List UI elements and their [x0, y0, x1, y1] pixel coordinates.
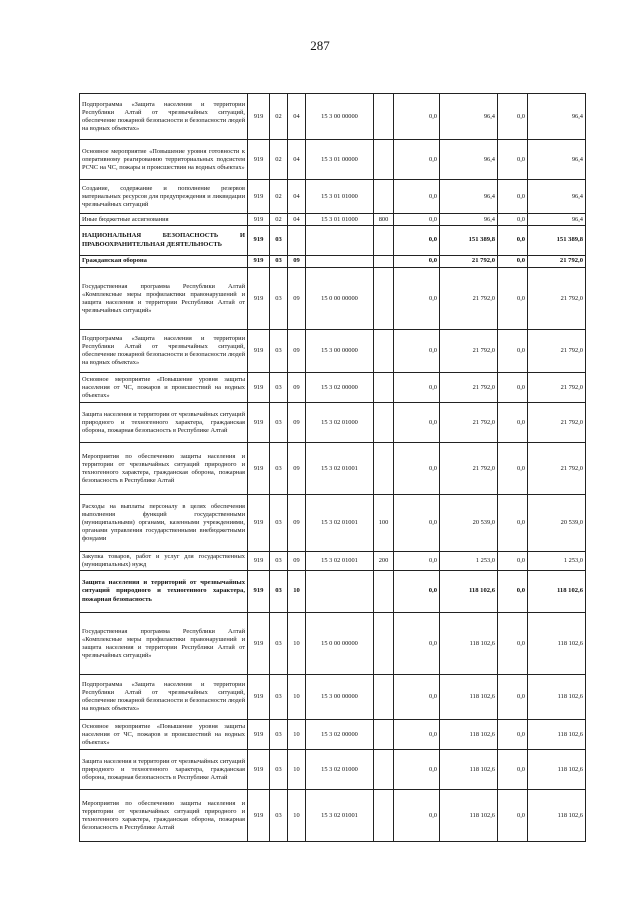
table-row [80, 403, 586, 443]
cell-v3: 0,0 [498, 552, 528, 571]
cell-csr: 15 0 00 00000 [306, 268, 374, 330]
cell-rz: 03 [270, 268, 288, 330]
table-row [80, 140, 586, 180]
cell-name: Закупка товаров, работ и услуг для государственных (муниципальных) нужд [80, 552, 248, 571]
cell-v1: 0,0 [394, 226, 440, 256]
cell-v1: 0,0 [394, 613, 440, 675]
cell-name: Расходы на выплаты персоналу в целях обеспечения выполнения функций государственными (муниципальными) органами, казенными учреждениями, органами управления государственными внебюджетными фондами [80, 495, 248, 552]
cell-rz: 03 [270, 750, 288, 790]
cell-vr [374, 140, 394, 180]
cell-name: Государственная программа Республики Алтай «Комплексные меры профилактики правонарушений и защита населения и территории Республики Алтай от чрезвычайных ситуаций» [80, 268, 248, 330]
cell-pr: 10 [288, 750, 306, 790]
cell-v4: 118 102,6 [528, 720, 586, 750]
cell-csr: 15 3 02 01001 [306, 790, 374, 842]
cell-v3: 0,0 [498, 613, 528, 675]
cell-pr: 10 [288, 675, 306, 720]
cell-csr: 15 3 00 00000 [306, 94, 374, 140]
table-row [80, 268, 586, 330]
cell-v2: 21 792,0 [440, 330, 498, 373]
table-row [80, 443, 586, 495]
cell-csr: 15 3 02 00000 [306, 373, 374, 403]
cell-v3: 0,0 [498, 403, 528, 443]
cell-ved: 919 [248, 140, 270, 180]
table-row [80, 226, 586, 256]
cell-csr: 15 3 02 01000 [306, 750, 374, 790]
cell-v1: 0,0 [394, 443, 440, 495]
cell-pr [288, 226, 306, 256]
cell-csr: 15 3 00 00000 [306, 330, 374, 373]
cell-vr: 800 [374, 214, 394, 226]
cell-pr: 10 [288, 790, 306, 842]
table-row [80, 330, 586, 373]
cell-v4: 21 792,0 [528, 268, 586, 330]
cell-name: Защита населения и территории от чрезвычайных ситуаций природного и техногенного характера, гражданская оборона, пожарная безопасность в Республике Алтай [80, 750, 248, 790]
cell-csr: 15 0 00 00000 [306, 613, 374, 675]
cell-ved: 919 [248, 180, 270, 214]
cell-pr: 10 [288, 613, 306, 675]
cell-name: НАЦИОНАЛЬНАЯ БЕЗОПАСНОСТЬ И ПРАВООХРАНИТЕЛЬНАЯ ДЕЯТЕЛЬНОСТЬ [80, 226, 248, 256]
cell-v1: 0,0 [394, 214, 440, 226]
cell-pr: 09 [288, 256, 306, 268]
cell-csr: 15 3 02 01001 [306, 552, 374, 571]
cell-vr [374, 373, 394, 403]
cell-vr [374, 256, 394, 268]
cell-csr: 15 3 02 00000 [306, 720, 374, 750]
cell-v2: 151 389,8 [440, 226, 498, 256]
cell-name: Основное мероприятие «Повышение уровня защиты населения от ЧС, пожаров и происшествий на водных объектах» [80, 720, 248, 750]
cell-v1: 0,0 [394, 571, 440, 613]
cell-vr: 200 [374, 552, 394, 571]
cell-v4: 96,4 [528, 214, 586, 226]
cell-vr: 100 [374, 495, 394, 552]
cell-csr: 15 3 01 01000 [306, 214, 374, 226]
cell-v1: 0,0 [394, 675, 440, 720]
cell-name: Мероприятия по обеспечению защиты населения и территории от чрезвычайных ситуаций природного и техногенного характера, гражданская оборона, пожарная безопасность в Республике Алтай [80, 790, 248, 842]
cell-rz: 03 [270, 720, 288, 750]
cell-vr [374, 226, 394, 256]
cell-v2: 118 102,6 [440, 750, 498, 790]
cell-v4: 118 102,6 [528, 790, 586, 842]
cell-v1: 0,0 [394, 140, 440, 180]
cell-v2: 21 792,0 [440, 443, 498, 495]
cell-v3: 0,0 [498, 571, 528, 613]
cell-v4: 151 389,8 [528, 226, 586, 256]
cell-name: Защита населения и территории от чрезвычайных ситуаций природного и техногенного характера, гражданская оборона, пожарная безопасность в Республике Алтай [80, 403, 248, 443]
cell-v3: 0,0 [498, 140, 528, 180]
cell-v2: 96,4 [440, 140, 498, 180]
cell-v3: 0,0 [498, 94, 528, 140]
cell-vr [374, 180, 394, 214]
cell-rz: 03 [270, 790, 288, 842]
cell-v4: 21 792,0 [528, 373, 586, 403]
cell-v4: 96,4 [528, 180, 586, 214]
cell-vr [374, 571, 394, 613]
cell-ved: 919 [248, 613, 270, 675]
cell-v4: 21 792,0 [528, 256, 586, 268]
budget-table [79, 93, 586, 842]
cell-ved: 919 [248, 571, 270, 613]
cell-rz: 02 [270, 140, 288, 180]
cell-v2: 118 102,6 [440, 790, 498, 842]
cell-ved: 919 [248, 443, 270, 495]
cell-v2: 118 102,6 [440, 720, 498, 750]
cell-name: Основное мероприятие «Повышение уровня защиты населения от ЧС, пожаров и происшествий на водных объектах» [80, 373, 248, 403]
cell-rz: 02 [270, 180, 288, 214]
cell-v1: 0,0 [394, 720, 440, 750]
cell-ved: 919 [248, 495, 270, 552]
cell-csr: 15 3 02 01000 [306, 403, 374, 443]
cell-csr: 15 3 01 01000 [306, 180, 374, 214]
table-row [80, 790, 586, 842]
cell-csr [306, 256, 374, 268]
cell-v4: 118 102,6 [528, 675, 586, 720]
cell-v4: 21 792,0 [528, 443, 586, 495]
cell-name: Мероприятия по обеспечению защиты населения и территории от чрезвычайных ситуаций природного и техногенного характера, гражданская оборона, пожарная безопасность в Республике Алтай [80, 443, 248, 495]
cell-vr [374, 330, 394, 373]
cell-ved: 919 [248, 268, 270, 330]
table-row [80, 552, 586, 571]
cell-name: Создание, содержание и пополнение резервов материальных ресурсов для предупреждения и ликвидации чрезвычайных ситуаций [80, 180, 248, 214]
cell-v4: 96,4 [528, 94, 586, 140]
cell-rz: 03 [270, 552, 288, 571]
cell-csr [306, 571, 374, 613]
cell-pr: 09 [288, 495, 306, 552]
cell-v3: 0,0 [498, 790, 528, 842]
cell-v3: 0,0 [498, 373, 528, 403]
cell-v2: 21 792,0 [440, 403, 498, 443]
table-row [80, 571, 586, 613]
cell-v3: 0,0 [498, 256, 528, 268]
cell-v2: 96,4 [440, 94, 498, 140]
cell-v2: 96,4 [440, 214, 498, 226]
cell-vr [374, 790, 394, 842]
cell-v2: 1 253,0 [440, 552, 498, 571]
cell-vr [374, 675, 394, 720]
cell-v4: 21 792,0 [528, 403, 586, 443]
cell-v1: 0,0 [394, 373, 440, 403]
cell-pr: 10 [288, 571, 306, 613]
cell-ved: 919 [248, 94, 270, 140]
cell-csr: 15 3 02 01001 [306, 443, 374, 495]
cell-vr [374, 268, 394, 330]
cell-v3: 0,0 [498, 443, 528, 495]
cell-rz: 03 [270, 495, 288, 552]
page-number: 287 [310, 38, 330, 53]
cell-v4: 20 539,0 [528, 495, 586, 552]
cell-vr [374, 720, 394, 750]
cell-vr [374, 613, 394, 675]
cell-rz: 03 [270, 571, 288, 613]
cell-vr [374, 443, 394, 495]
cell-v2: 118 102,6 [440, 571, 498, 613]
cell-v2: 96,4 [440, 180, 498, 214]
cell-v3: 0,0 [498, 214, 528, 226]
cell-csr: 15 3 00 00000 [306, 675, 374, 720]
cell-ved: 919 [248, 330, 270, 373]
cell-v2: 20 539,0 [440, 495, 498, 552]
cell-v3: 0,0 [498, 720, 528, 750]
table-row [80, 180, 586, 214]
cell-v3: 0,0 [498, 750, 528, 790]
cell-v2: 21 792,0 [440, 256, 498, 268]
cell-v2: 21 792,0 [440, 373, 498, 403]
cell-v4: 118 102,6 [528, 571, 586, 613]
cell-pr: 04 [288, 94, 306, 140]
cell-v1: 0,0 [394, 256, 440, 268]
table-row [80, 214, 586, 226]
cell-v3: 0,0 [498, 180, 528, 214]
cell-pr: 09 [288, 403, 306, 443]
cell-rz: 03 [270, 226, 288, 256]
cell-ved: 919 [248, 403, 270, 443]
cell-pr: 09 [288, 268, 306, 330]
cell-vr [374, 94, 394, 140]
table-row [80, 495, 586, 552]
cell-rz: 03 [270, 613, 288, 675]
table-row [80, 94, 586, 140]
table-row [80, 720, 586, 750]
cell-ved: 919 [248, 720, 270, 750]
table-row [80, 373, 586, 403]
cell-v3: 0,0 [498, 675, 528, 720]
cell-rz: 02 [270, 214, 288, 226]
cell-ved: 919 [248, 750, 270, 790]
cell-name: Подпрограмма «Защита населения и территории Республики Алтай от чрезвычайных ситуаций, обеспечение пожарной безопасности и безопасности людей на водных объектах» [80, 675, 248, 720]
cell-pr: 10 [288, 720, 306, 750]
table-row [80, 613, 586, 675]
cell-name: Иные бюджетные ассигнования [80, 214, 248, 226]
cell-ved: 919 [248, 226, 270, 256]
cell-v1: 0,0 [394, 94, 440, 140]
cell-ved: 919 [248, 675, 270, 720]
cell-v3: 0,0 [498, 330, 528, 373]
cell-v1: 0,0 [394, 495, 440, 552]
cell-v1: 0,0 [394, 180, 440, 214]
cell-v4: 1 253,0 [528, 552, 586, 571]
cell-v4: 96,4 [528, 140, 586, 180]
cell-pr: 04 [288, 140, 306, 180]
cell-ved: 919 [248, 373, 270, 403]
cell-v2: 118 102,6 [440, 675, 498, 720]
cell-v1: 0,0 [394, 750, 440, 790]
cell-rz: 03 [270, 373, 288, 403]
cell-v4: 21 792,0 [528, 330, 586, 373]
table-row [80, 750, 586, 790]
cell-v2: 21 792,0 [440, 268, 498, 330]
cell-name: Гражданская оборона [80, 256, 248, 268]
cell-v2: 118 102,6 [440, 613, 498, 675]
cell-pr: 04 [288, 214, 306, 226]
cell-rz: 02 [270, 94, 288, 140]
cell-v1: 0,0 [394, 552, 440, 571]
cell-rz: 03 [270, 443, 288, 495]
cell-vr [374, 750, 394, 790]
cell-ved: 919 [248, 552, 270, 571]
cell-pr: 09 [288, 373, 306, 403]
cell-v1: 0,0 [394, 330, 440, 373]
cell-pr: 04 [288, 180, 306, 214]
cell-pr: 09 [288, 443, 306, 495]
cell-v3: 0,0 [498, 268, 528, 330]
table-row [80, 256, 586, 268]
cell-rz: 03 [270, 256, 288, 268]
cell-csr: 15 3 01 00000 [306, 140, 374, 180]
cell-ved: 919 [248, 256, 270, 268]
cell-v1: 0,0 [394, 790, 440, 842]
cell-name: Государственная программа Республики Алтай «Комплексные меры профилактики правонарушений и защита населения и территории Республики Алтай от чрезвычайных ситуаций» [80, 613, 248, 675]
cell-name: Подпрограмма «Защита населения и территории Республики Алтай от чрезвычайных ситуаций, обеспечение пожарной безопасности и безопасности людей на водных объектах» [80, 94, 248, 140]
cell-v1: 0,0 [394, 268, 440, 330]
cell-name: Защита населения и территорий от чрезвычайных ситуаций природного и техногенного характера, пожарная безопасность [80, 571, 248, 613]
cell-vr [374, 403, 394, 443]
cell-name: Подпрограмма «Защита населения и территории Республики Алтай от чрезвычайных ситуаций, обеспечение пожарной безопасности и безопасности людей на водных объектах» [80, 330, 248, 373]
cell-rz: 03 [270, 675, 288, 720]
cell-v4: 118 102,6 [528, 613, 586, 675]
cell-v3: 0,0 [498, 226, 528, 256]
cell-pr: 09 [288, 330, 306, 373]
cell-ved: 919 [248, 214, 270, 226]
cell-csr: 15 3 02 01001 [306, 495, 374, 552]
cell-pr: 09 [288, 552, 306, 571]
cell-v4: 118 102,6 [528, 750, 586, 790]
cell-v1: 0,0 [394, 403, 440, 443]
cell-name: Основное мероприятие «Повышение уровня готовности к оперативному реагированию территориальных подсистем РСЧС на ЧС, пожары и происшествия на водных объектах» [80, 140, 248, 180]
cell-ved: 919 [248, 790, 270, 842]
cell-rz: 03 [270, 403, 288, 443]
cell-rz: 03 [270, 330, 288, 373]
cell-v3: 0,0 [498, 495, 528, 552]
table-row [80, 675, 586, 720]
cell-csr [306, 226, 374, 256]
